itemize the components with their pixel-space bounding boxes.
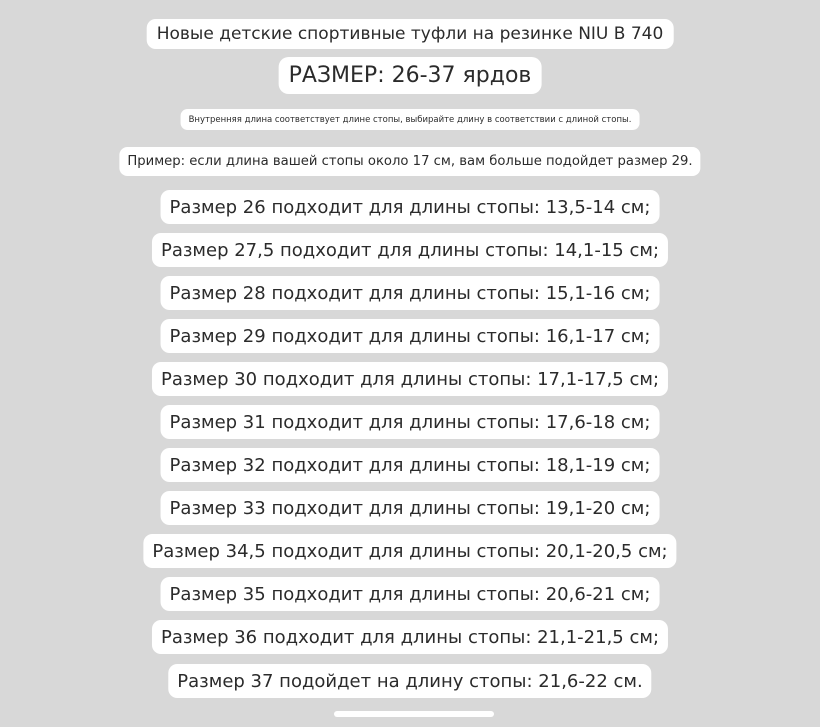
product-title: Новые детские спортивные туфли на резинке NIU B 740 [147,19,674,49]
size-row-36: Размер 36 подходит для длины стопы: 21,1-21,5 см; [152,620,668,654]
size-row-27-5: Размер 27,5 подходит для длины стопы: 14,1-15 см; [152,233,668,267]
size-row-37: Размер 37 подойдет на длину стопы: 21,6-22 см. [168,664,651,698]
size-range-heading: РАЗМЕР: 26-37 ярдов [279,57,542,94]
home-indicator[interactable] [334,711,494,717]
size-row-34-5: Размер 34,5 подходит для длины стопы: 20,1-20,5 см; [143,534,676,568]
size-row-33: Размер 33 подходит для длины стопы: 19,1-20 см; [161,491,660,525]
size-row-28: Размер 28 подходит для длины стопы: 15,1-16 см; [161,276,660,310]
size-row-32: Размер 32 подходит для длины стопы: 18,1-19 см; [161,448,660,482]
size-row-31: Размер 31 подходит для длины стопы: 17,6-18 см; [161,405,660,439]
example-note: Пример: если длина вашей стопы около 17 см, вам больше подойдет размер 29. [119,147,700,176]
size-row-30: Размер 30 подходит для длины стопы: 17,1-17,5 см; [152,362,668,396]
size-row-35: Размер 35 подходит для длины стопы: 20,6-21 см; [161,577,660,611]
size-row-26: Размер 26 подходит для длины стопы: 13,5-14 см; [161,190,660,224]
size-row-29: Размер 29 подходит для длины стопы: 16,1-17 см; [161,319,660,353]
length-note: Внутренняя длина соответствует длине стопы, выбирайте длину в соответствии с длиной стопы. [181,109,640,130]
